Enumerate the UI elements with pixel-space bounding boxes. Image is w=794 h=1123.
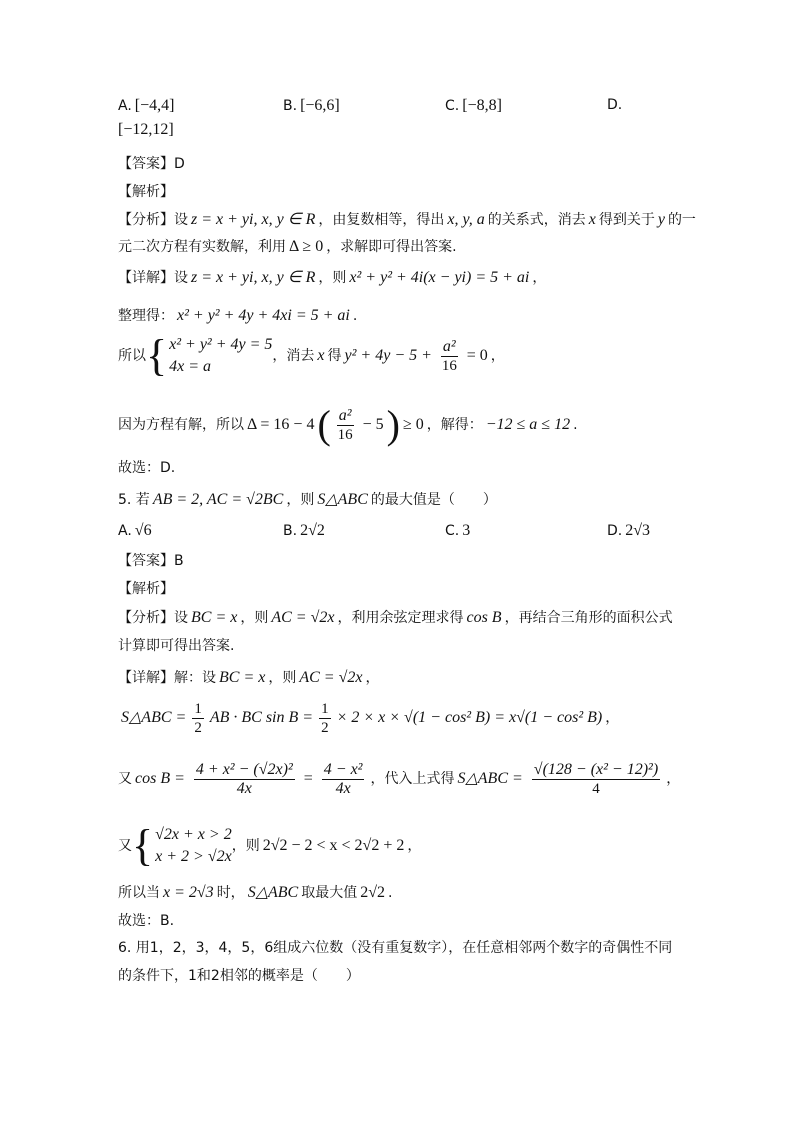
- math: ≥ 0: [402, 416, 424, 433]
- numerator: 1: [194, 700, 202, 717]
- q4-fenxi-line2: [118, 237, 457, 257]
- text: 因为方程有解，所以: [118, 417, 244, 433]
- text: 时，: [216, 885, 245, 901]
- text: 【分析】设: [118, 610, 188, 626]
- numerator: 1: [321, 700, 329, 717]
- option-label: A.: [118, 523, 132, 539]
- math: BC = x: [191, 609, 238, 626]
- text: ，: [490, 348, 505, 364]
- text: 又: [118, 771, 132, 787]
- q4-yinwei: [118, 402, 578, 448]
- math: S△ABC =: [121, 709, 187, 726]
- q5-cosb: [118, 756, 680, 802]
- q6-stem-line1: 6. 用1，2，3，4，5，6组成六位数（没有重复数字），在任意相邻两个数字的奇偶性不同: [118, 940, 673, 956]
- option-label: D.: [607, 97, 623, 113]
- text: ，则: [268, 670, 297, 686]
- q6-stem-line2: 的条件下，1和2相邻的概率是（ ）: [118, 968, 360, 984]
- numerator: 4 − x²: [323, 760, 363, 778]
- text: ，求解即可得出答案.: [326, 239, 457, 255]
- math: AC = √2x: [271, 609, 335, 626]
- math: x² + y² + 4y + 4xi = 5 + ai: [177, 307, 350, 324]
- math: BC = x: [219, 669, 266, 686]
- numerator: a²: [338, 406, 352, 424]
- text: 【详解】解：设: [118, 670, 216, 686]
- q4-zhengli: [118, 306, 357, 326]
- q5-fenxi-line2: 计算即可得出答案.: [118, 638, 235, 654]
- q5-answer: 【答案】B: [118, 553, 184, 569]
- math: =: [303, 770, 313, 787]
- brace: {: [132, 821, 154, 870]
- math: S△ABC: [247, 884, 299, 901]
- fraction: [319, 700, 331, 737]
- q4-option-d-value: [115, 121, 177, 139]
- text: ，再结合三角形的面积公式: [504, 610, 673, 626]
- fraction: [319, 761, 368, 798]
- option-value: √6: [134, 522, 152, 539]
- text: ，: [407, 838, 422, 854]
- text: 又: [118, 838, 132, 854]
- text: 得: [327, 348, 342, 364]
- math: × 2 × x × √(1 − cos² B) = x√(1 − cos² B): [336, 709, 603, 726]
- option-value: [−8,8]: [462, 97, 502, 114]
- math: Δ ≥ 0: [289, 238, 324, 255]
- q5-conclusion: [118, 883, 392, 903]
- denominator: 2: [321, 719, 329, 736]
- math: AB = 2, AC = √2BC: [152, 491, 284, 508]
- q5-xiangjie: [118, 668, 379, 688]
- right-paren: ): [386, 402, 400, 447]
- math: x, y, a: [447, 211, 485, 228]
- text: ，解得：: [426, 417, 483, 433]
- option-value: [−4,4]: [134, 97, 175, 114]
- denominator: 4x: [236, 779, 252, 797]
- text: ，消去: [272, 348, 315, 364]
- numerator: 4 + x² − (√2x)²: [195, 760, 293, 778]
- option-value: 3: [462, 522, 471, 539]
- q4-suoyi: [118, 332, 505, 380]
- text: 取最大值: [301, 885, 358, 901]
- q4-option-d-label: [607, 97, 622, 113]
- text: ，则: [318, 270, 347, 286]
- text: ，利用余弦定理求得: [337, 610, 464, 626]
- math: y: [657, 211, 665, 228]
- math: = 0: [466, 347, 488, 364]
- numerator: √(128 − (x² − 12)²): [533, 760, 659, 778]
- equation: 4x = a: [169, 358, 212, 375]
- q4-option-c: [445, 97, 505, 115]
- brace: {: [146, 331, 168, 380]
- inequality-system: [155, 824, 232, 868]
- option-value: 2√3: [625, 522, 651, 539]
- text: ，由复数相等，得出: [318, 212, 445, 228]
- fraction: [529, 761, 663, 798]
- math: AB · BC sin B =: [209, 709, 314, 726]
- inequality: x + 2 > √2x: [155, 848, 232, 865]
- q4-answer: 【答案】D: [118, 156, 185, 172]
- text: ，: [365, 670, 380, 686]
- math: 2√2: [360, 884, 385, 901]
- inequality: √2x + x > 2: [155, 826, 232, 843]
- text: 的关系式，消去: [487, 212, 586, 228]
- math: −12 ≤ a ≤ 12: [485, 416, 571, 433]
- math: cos B: [466, 609, 502, 626]
- text: ，: [532, 270, 547, 286]
- option-label: C.: [445, 523, 460, 539]
- fraction: [438, 338, 461, 375]
- fraction: [191, 761, 298, 798]
- option-value: 2√2: [300, 522, 325, 539]
- q4-fenxi-line1: [118, 210, 696, 230]
- option-label: C.: [445, 98, 460, 114]
- denominator: 16: [441, 357, 457, 374]
- text: 5. 若: [118, 492, 150, 508]
- denominator: 16: [337, 426, 353, 443]
- option-label: B.: [283, 98, 298, 114]
- equation-system: [169, 334, 272, 378]
- text: ，则: [231, 838, 260, 854]
- math: x: [317, 347, 325, 364]
- q5-fenxi-line1: [118, 608, 673, 628]
- math: − 5: [362, 416, 384, 433]
- text: 【分析】设: [118, 212, 188, 228]
- q5-option-a: [118, 522, 155, 540]
- math: y² + 4y − 5 +: [344, 347, 432, 364]
- text: 所以当: [118, 885, 160, 901]
- q5-stem: [118, 490, 497, 510]
- math: S△ABC =: [457, 770, 523, 787]
- q4-guxuan: 故选：D.: [118, 460, 176, 476]
- text: 的一: [667, 212, 696, 228]
- text: 【详解】设: [118, 270, 188, 286]
- text: 得到关于: [598, 212, 655, 228]
- option-label: A.: [118, 98, 132, 114]
- fraction: [334, 407, 357, 444]
- q5-option-c: [445, 522, 473, 540]
- text: .: [352, 308, 358, 324]
- text: ，: [666, 771, 681, 787]
- math: Δ = 16 − 4: [247, 416, 315, 433]
- denominator: 4: [592, 780, 600, 797]
- left-paren: (: [317, 402, 331, 447]
- q4-analysis-tag: 【解析】: [118, 184, 174, 200]
- q5-analysis-tag: 【解析】: [118, 581, 174, 597]
- text: 元二次方程有实数解，利用: [118, 239, 286, 255]
- option-label: D.: [607, 523, 623, 539]
- q5-inequalities: [118, 822, 421, 870]
- math: z = x + yi, x, y ∈ R: [191, 269, 316, 286]
- text: 所以: [118, 348, 146, 364]
- option-value: [−6,6]: [300, 97, 340, 114]
- math: z = x + yi, x, y ∈ R: [191, 211, 316, 228]
- math: x: [588, 211, 596, 228]
- q5-option-d: [607, 522, 653, 540]
- numerator: a²: [442, 337, 456, 355]
- option-value: [−12,12]: [118, 121, 174, 138]
- denominator: 2: [194, 719, 202, 736]
- text: .: [388, 885, 393, 901]
- text: ，则: [240, 610, 269, 626]
- text: 整理得：: [118, 308, 174, 324]
- math: AC = √2x: [299, 669, 363, 686]
- math: cos B =: [135, 770, 185, 787]
- q5-area-formula: [118, 698, 619, 738]
- text: ，: [605, 710, 620, 726]
- math: S△ABC: [317, 491, 368, 508]
- q4-option-b: [283, 97, 343, 115]
- math: x = 2√3: [163, 884, 214, 901]
- math: x² + y² + 4i(x − yi) = 5 + ai: [349, 269, 530, 286]
- denominator: 4x: [335, 779, 351, 797]
- text: ，代入上式得: [370, 771, 455, 787]
- q4-xiangjie: [118, 268, 546, 288]
- text: ，则: [286, 492, 315, 508]
- fraction: [192, 700, 204, 737]
- option-label: B.: [283, 523, 298, 539]
- q4-option-a: [118, 97, 177, 115]
- math: 2√2 − 2 < x < 2√2 + 2: [262, 837, 405, 854]
- text: .: [573, 417, 578, 433]
- q5-guxuan: 故选：B.: [118, 913, 175, 929]
- q5-option-b: [283, 522, 328, 540]
- text: 的最大值是（ ）: [370, 492, 497, 508]
- equation: x² + y² + 4y = 5: [169, 336, 273, 353]
